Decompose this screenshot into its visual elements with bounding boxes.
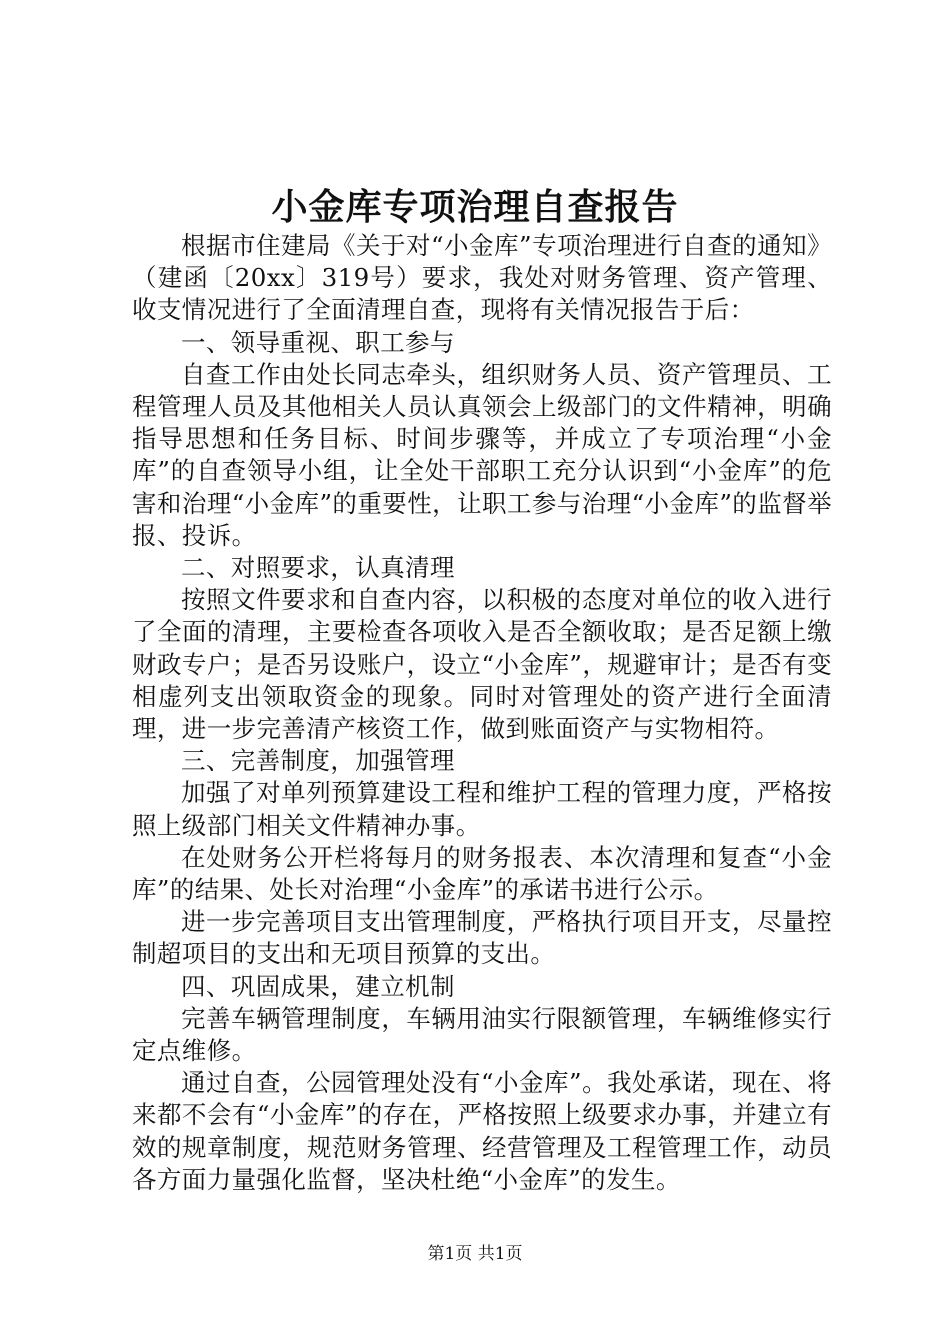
body-paragraph: 按照文件要求和自查内容，以积极的态度对单位的收入进行了全面的清理，主要检查各项收入是否全额收取；是否足额上缴财政专户；是否另设账户，设立“小金库”，规避审计；是否有变相虚列支出领取资金的现象。同时对管理处的资产进行全面清理，进一步完善清产核资工作，做到账面资产与实物相符。 [132,585,832,744]
body-paragraph: 在处财务公开栏将每月的财务报表、本次清理和复查“小金库”的结果、处长对治理“小金库”的承诺书进行公示。 [132,842,832,905]
document-title: 小金库专项治理自查报告 [271,186,679,228]
document-body [132,230,832,1196]
body-paragraph: 完善车辆管理制度，车辆用油实行限额管理，车辆维修实行定点维修。 [132,1003,832,1066]
body-paragraph: 加强了对单列预算建设工程和维护工程的管理力度，严格按照上级部门相关文件精神办事。 [132,778,832,840]
body-paragraph: 进一步完善项目支出管理制度，严格执行项目开支，尽量控制超项目的支出和无项目预算的支出。 [132,907,832,969]
section-heading-3: 三、完善制度，加强管理 [181,746,455,776]
body-paragraph: 自查工作由处长同志牵头，组织财务人员、资产管理员、工程管理人员及其他相关人员认真领会上级部门的文件精神，明确指导思想和任务目标、时间步骤等，并成立了专项治理“小金库”的自查领导小组，让全处干部职工充分认识到“小金库”的危害和治理“小金库”的重要性，让职工参与治理“小金库”的监督举报、投诉。 [132,359,832,550]
conclusion-paragraph: 通过自查，公园管理处没有“小金库”。我处承诺，现在、将来都不会有“小金库”的存在，严格按照上级要求办事，并建立有效的规章制度，规范财务管理、经营管理及工程管理工作，动员各方面力量强化监督，坚决杜绝“小金库”的发生。 [132,1068,832,1194]
section-heading-4: 四、巩固成果，建立机制 [181,971,455,1001]
page-footer: 第1页 共1页 [427,1244,523,1264]
section-heading-1: 一、领导重视、职工参与 [181,327,455,357]
section-heading-2: 二、对照要求，认真清理 [181,553,455,583]
intro-paragraph: 根据市住建局《关于对“小金库”专项治理进行自查的通知》（建函〔20xx〕319号）要求，我处对财务管理、资产管理、收支情况进行了全面清理自查，现将有关情况报告于后： [132,231,832,325]
